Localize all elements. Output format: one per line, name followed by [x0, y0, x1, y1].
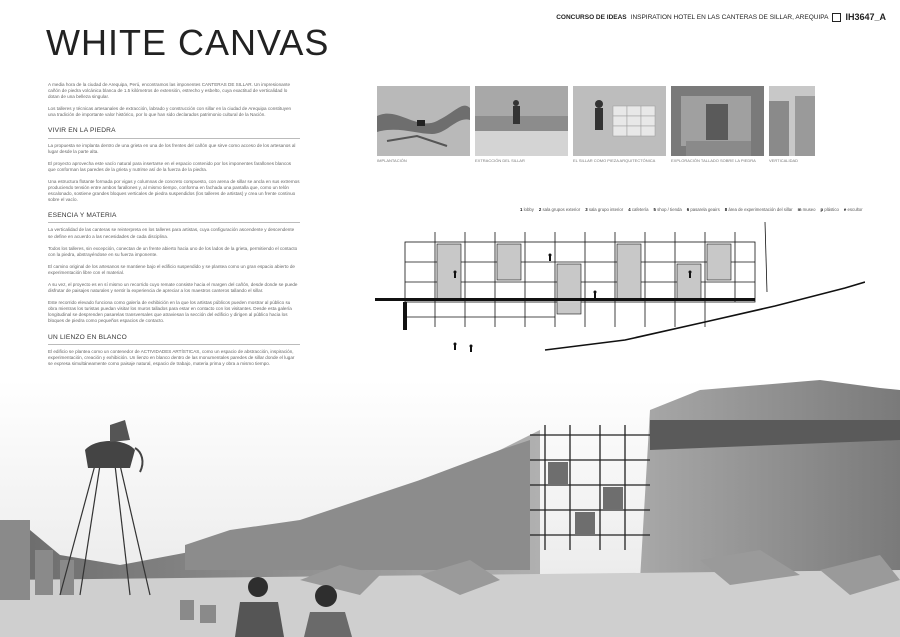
vertical-cliff-image — [769, 86, 815, 156]
thumbnail — [769, 86, 815, 163]
legend-item: m museo — [797, 207, 816, 212]
building-section-drawing — [375, 222, 865, 362]
legend-item: p plástico — [820, 207, 839, 212]
carved-wall-image — [671, 86, 764, 156]
heading-esencia: ESENCIA Y MATERIA — [48, 213, 300, 223]
thumbnail — [377, 86, 470, 163]
thumbnail — [573, 86, 666, 163]
heading-vivir: VIVIR EN LA PIEDRA — [48, 128, 300, 138]
legend-item: 8 área de experimentación del sillar — [724, 207, 793, 212]
esencia-paragraph-1: La verticalidad de las canteras se reinterpreta en los talleres para artistas, cuya configuración ascendente y descendente se define en acuerdo a las necesidades de cada disciplina. — [48, 227, 295, 239]
vivir-paragraph-2: El proyecto aprovecha este vacío natural para insertarse en el espacio contenido por los imponentes farallones blancos que conforman las paredes de la grieta y nutrirse así de la fuerza de la piedra. — [48, 160, 292, 172]
heading-lienzo: UN LIENZO EN BLANCO — [48, 335, 300, 345]
legend-item: e escultor — [843, 207, 863, 212]
contest-label: CONCURSO DE IDEAS — [556, 13, 627, 21]
esencia-paragraph-3: El camino original de los artesanos se mantiene bajo el edificio suspendido y se plantea como un gran espacio abierto de experimentación libre con el material. — [48, 263, 295, 275]
thumbnail-strip — [377, 86, 815, 163]
project-code: IH3647_A — [845, 12, 886, 22]
thumbnail-caption: IMPLANTACIÓN — [377, 158, 407, 163]
description-column — [48, 82, 300, 373]
esencia-paragraph-2: Todos los talleres, sin excepción, conectan de un frente abierto hacia uno de los lados de la grieta, permitiendo el contacto con la piedra, abstrayéndose en su fuerza imponente. — [48, 245, 298, 257]
vivir-paragraph-1: La propuesta se implanta dentro de una grieta en una de los frentes del cañón que sirve como acceso de los artesanos al lugar desde la parte alta. — [48, 142, 296, 154]
thumbnail-caption: VERTICALIDAD — [769, 158, 799, 163]
page-title: WHITE CANVAS — [46, 22, 330, 63]
thumbnail-caption: EXPLORACIÓN TALLADO SOBRE LA PIEDRA — [671, 158, 756, 163]
intro-paragraph-2: Los talleres y técnicas artesanales de extracción, labrado y construcción con sillar en la ciudad de Arequipa constituyen una tradición de importante valor histórico, por lo que han sido declarados patrimonio cultural de la Nación. — [48, 106, 292, 118]
aerial-map-image — [377, 86, 470, 156]
quarry-render-image — [0, 380, 900, 637]
quarry-worker-image — [475, 86, 568, 156]
legend-item: 4 cafetería — [628, 207, 649, 212]
legend-item: 6 pasarela geairs — [686, 207, 720, 212]
thumbnail — [671, 86, 764, 163]
legend-item: 1 lobby — [520, 207, 534, 212]
intro-paragraph-1: A media hora de la ciudad de Arequipa, Perú, encontramos las imponentes CANTERAS DE SILLAR. Un impresionante cañón de piedra volcánica blanca de 1.5 kilómetros de extensión, estrecho y esbelto, cuya exactitud de verticalidad lo dotan de una belleza singular. — [48, 82, 291, 100]
stacked-blocks-image — [573, 86, 666, 156]
legend-item: 5 shop / tienda — [653, 207, 682, 212]
contest-subtitle: INSPIRATION HOTEL EN LAS CANTERAS DE SILLAR, AREQUIPA — [630, 13, 829, 21]
thumbnail-caption: EXTRACCIÓN DEL SILLAR — [475, 158, 525, 163]
esencia-paragraph-4: A su vez, el proyecto es en sí mismo un recorrido cuyo remate consiste hacia el margen del cañón, desde donde se puede disfrutar de paisajes naturales y sentir la experiencia de apreciar a los maestros canteros tallando el sillar. — [48, 281, 298, 294]
box-icon — [832, 13, 841, 22]
vivir-paragraph-3: Una estructura flotante formada por vigas y columnas de concreto compuesto, con arena de sillar se ancla en sus extremos produciendo tensión entre ambos farallones y, al mismo tiempo, conforma en fachada una pantalla que, como un telón escalonado, sostiene grandes bloques verticales de piedra suspendidos (los talleres de artistas) y crea un frente continuo sobre el vacío. — [48, 178, 300, 203]
thumbnail-caption: EL SILLAR COMO PIEZA ARQUITECTÓNICA — [573, 158, 656, 163]
legend-item: 3 sala grupo interior — [585, 207, 624, 212]
header-info — [556, 12, 886, 22]
section-legend — [520, 207, 863, 212]
thumbnail — [475, 86, 568, 163]
lienzo-paragraph-1: El edificio se plantea como un contenedor de ACTIVIDADES ARTÍSTICAS, como un espacio de abstracción, inspiración, experimentación, creación y exhibición. Un lienzo en blanco dentro de las monumentales paredes de sillar donde el lugar se expresa simultáneamente como paisaje natural, espacio de trabajo, materia prima y obra a mismo tiempo. — [48, 348, 295, 366]
legend-item: 2 sala grupos exterior — [538, 207, 581, 212]
esencia-paragraph-5: Este recorrido elevado funciona como galería de exhibición en la que los artistas públicos pueden mostrar al público su obra mientras los turistas puedan visitar los muros tallados para estar en contacto con los visitantes. Desde esta galería longitudinal se desprenden pasarelas transversales que atraviesan la sección del edificio y dirigen al público hacia los bloques de piedra como pequeños espacios de contacto. — [48, 300, 292, 324]
